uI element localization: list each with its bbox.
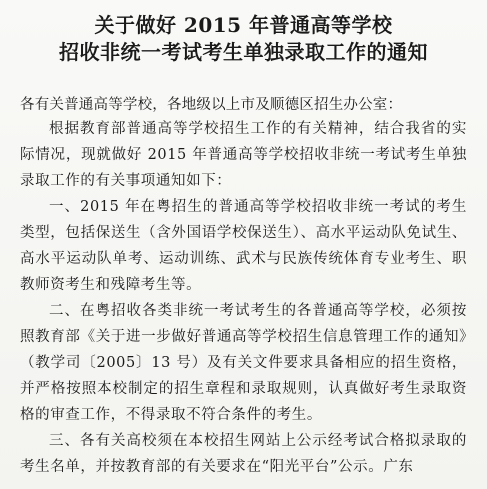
document-title: [20, 12, 467, 66]
paragraph-item-2: 二、在粤招收各类非统一考试考生的各普通高等学校，必须按照教育部《关于进一步做好普通高等学校招生信息管理工作的通知》（教学司〔2005〕13 号）及有关文件要求具备相应的招生资格，并严格按照本校制定的招生章程和录取规则，认真做好考生录取资格的审查工作，不得录取不符合条件的考生。: [20, 303, 467, 423]
paragraph-intro: 根据教育部普通高等学校招生工作的有关精神，结合我省的实际情况，现就做好 2015 年普通高等学校招收非统一考试考生单独录取工作的有关事项通知如下：: [20, 121, 467, 189]
title-line-1: 关于做好 2015 年普通高等学校: [94, 13, 393, 37]
paragraph-item-3: 三、各有关高校须在本校招生网站上公示经考试合格拟录取的考生名单，并按教育部的有关要求在“阳光平台”公示。广东: [20, 433, 467, 475]
salutation: 各有关普通高等学校，各地级以上市及顺德区招生办公室：: [20, 97, 403, 113]
paragraph-item-1: 一、2015 年在粤招生的普通高等学校招收非统一考试的考生类型，包括保送生（含外国语学校保送生）、高水平运动队免试生、高水平运动队单考、运动训练、武术与民族传统体育专业考生、职教师资考生和残障考生等。: [20, 199, 467, 293]
document-body: [20, 116, 467, 480]
title-line-2: 招收非统一考试考生单独录取工作的通知: [59, 40, 428, 64]
